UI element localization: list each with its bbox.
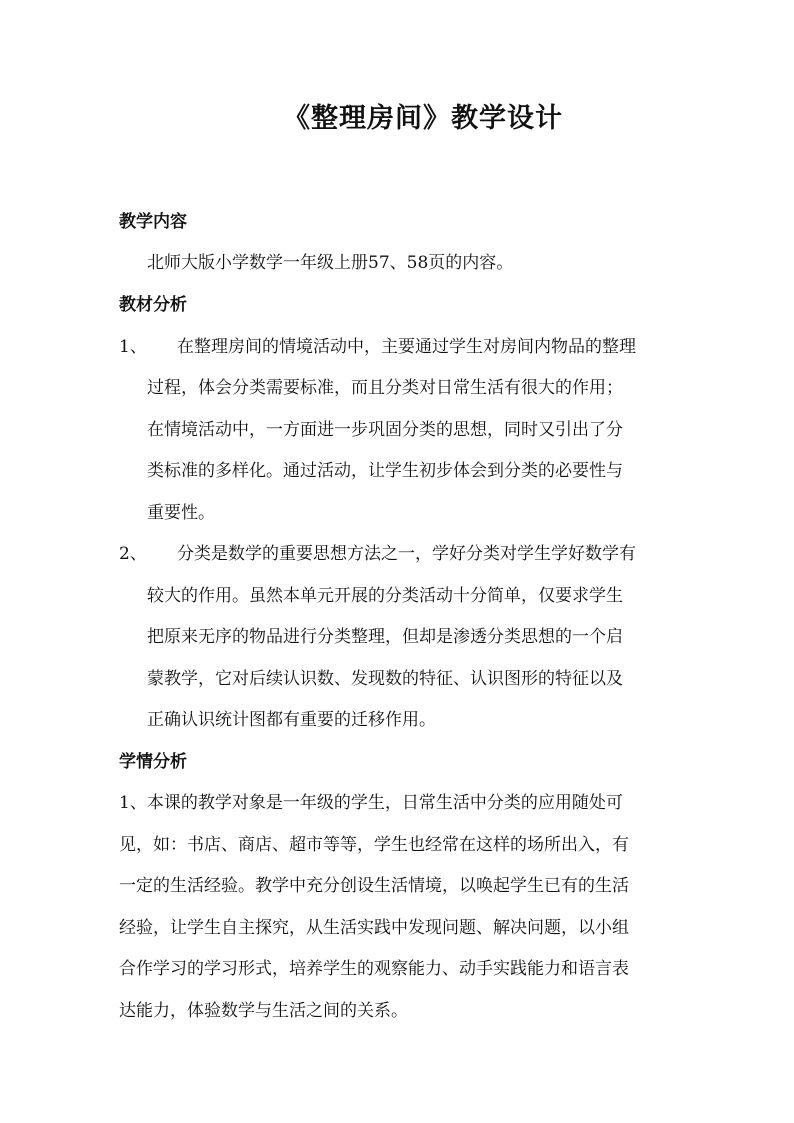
analysis-item-2-line: 把原来无序的物品进行分类整理，但却是渗透分类思想的一个启 <box>147 627 623 647</box>
analysis-item-1-line: 类标准的多样化。通过活动，让学生初步体会到分类的必要性与 <box>147 461 623 481</box>
analysis-item-1-line: 过程，体会分类需要标准，而且分类对日常生活有很大的作用； <box>147 378 623 398</box>
analysis-item-2-line: 较大的作用。虽然本单元开展的分类活动十分简单，仅要求学生 <box>147 586 623 606</box>
analysis-item-1-line: 在整理房间的情境活动中，主要通过学生对房间内物品的整理 <box>177 337 636 357</box>
students-line: 见，如：书店、商店、超市等等，学生也经常在这样的场所出入，有 <box>119 835 629 855</box>
students-line: 1、本课的教学对象是一年级的学生，日常生活中分类的应用随处可 <box>119 793 623 813</box>
analysis-item-1-line: 重要性。 <box>147 503 215 523</box>
section-heading-analysis: 教材分析 <box>119 295 187 315</box>
content-text: 北师大版小学数学一年级上册57、58页的内容。 <box>147 253 514 273</box>
section-heading-students: 学情分析 <box>119 752 187 772</box>
document-title: 《整理房间》教学设计 <box>283 103 563 134</box>
analysis-item-2-number: 2、 <box>119 544 147 564</box>
students-line: 合作学习的学习形式，培养学生的观察能力、动手实践能力和语言表 <box>119 959 629 979</box>
analysis-item-1-line: 在情境活动中，一方面进一步巩固分类的思想，同时又引出了分 <box>147 420 623 440</box>
section-heading-content: 教学内容 <box>119 212 187 232</box>
analysis-item-2-line: 正确认识统计图都有重要的迁移作用。 <box>147 710 436 730</box>
analysis-item-2-line: 蒙教学，它对后续认识数、发现数的特征、认识图形的特征以及 <box>147 669 623 689</box>
students-line: 经验，让学生自主探究，从生活实践中发现问题、解决问题，以小组 <box>119 918 629 938</box>
analysis-item-1-number: 1、 <box>119 337 147 357</box>
analysis-item-2-line: 分类是数学的重要思想方法之一，学好分类对学生学好数学有 <box>177 544 636 564</box>
students-line: 达能力，体验数学与生活之间的关系。 <box>119 1001 408 1021</box>
students-line: 一定的生活经验。教学中充分创设生活情境，以唤起学生已有的生活 <box>119 876 629 896</box>
